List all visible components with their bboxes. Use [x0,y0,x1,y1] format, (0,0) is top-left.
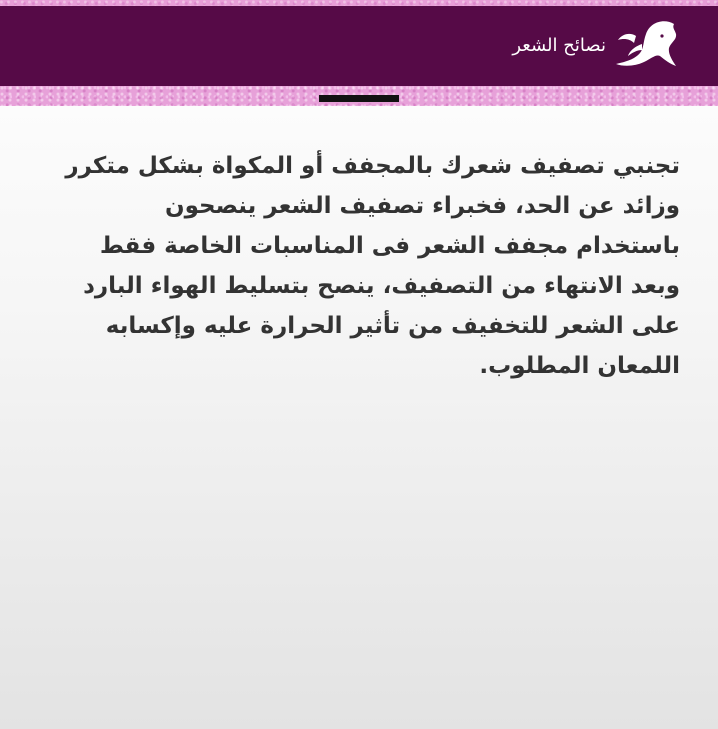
article-content [58,146,680,386]
article-paragraph: تجنبي تصفيف شعرك بالمجفف أو المكواة بشكل متكرر وزائد عن الحد، فخبراء تصفيف الشعر ينصحون باستخدام مجفف الشعر فى المناسبات الخاصة فقط وبعد الانتهاء من التصفيف، ينصح بتسليط الهواء البارد على الشعر للتخفيف من تأثير الحرارة عليه وإكسابه اللمعان المطلوب. [65,153,680,379]
page-title: نصائح الشعر [512,35,606,56]
active-tab-indicator [319,95,399,102]
app-header [0,6,718,86]
woman-silhouette-logo-icon[interactable] [614,20,680,70]
